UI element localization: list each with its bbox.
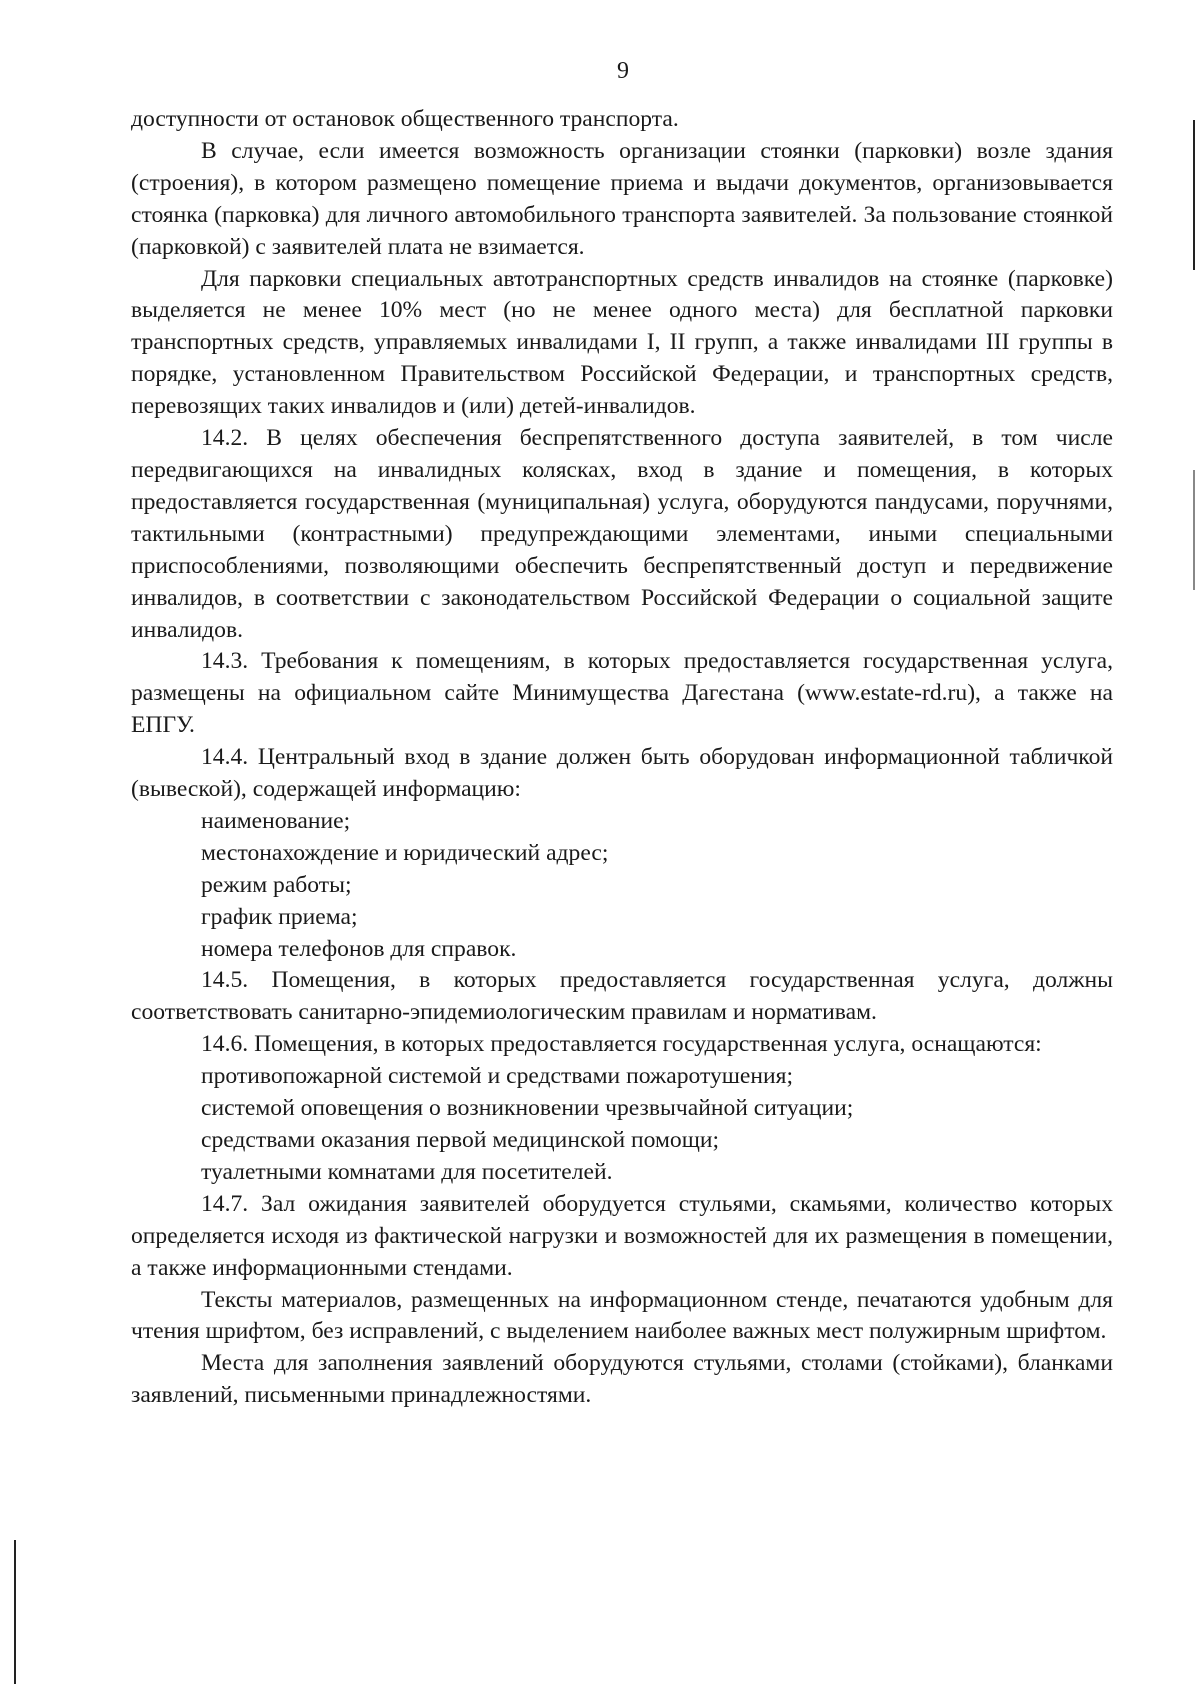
paragraph-14-4: 14.4. Центральный вход в здание должен быть оборудован информационной табличкой (вывеской), содержащей информацию: xyxy=(131,744,1113,803)
list-item: график приема; xyxy=(201,903,358,930)
paragraph-14-3: 14.3. Требования к помещениям, в которых предоставляется государственная услуга, размещены на официальном сайте Минимущества Дагестана (www.estate-rd.ru), а также на ЕПГУ. xyxy=(131,648,1113,739)
scan-edge-mark-right-lower xyxy=(1193,470,1195,590)
document-body xyxy=(131,104,1113,1412)
list-item: режим работы; xyxy=(201,871,352,898)
scan-edge-mark-right xyxy=(1193,120,1195,270)
paragraph-14-6: 14.6. Помещения, в которых предоставляется государственная услуга, оснащаются: xyxy=(201,1031,1042,1058)
list-item: наименование; xyxy=(201,807,351,834)
list-item: номера телефонов для справок. xyxy=(201,935,517,962)
paragraph-continuation: доступности от остановок общественного транспорта. xyxy=(131,106,679,132)
list-item: туалетными комнатами для посетителей. xyxy=(201,1158,613,1185)
paragraph-14-5: 14.5. Помещения, в которых предоставляется государственная услуга, должны соответствовать санитарно-эпидемиологическим правилам и нормативам. xyxy=(131,967,1113,1026)
paragraph-stand-texts: Тексты материалов, размещенных на информационном стенде, печатаются удобным для чтения шрифтом, без исправлений, с выделением наиболее важных мест полужирным шрифтом. xyxy=(131,1286,1113,1345)
list-item: местонахождение и юридический адрес; xyxy=(201,839,609,866)
list-item: средствами оказания первой медицинской помощи; xyxy=(201,1127,720,1153)
page-number: 9 xyxy=(617,58,629,84)
scan-edge-mark-left xyxy=(14,1540,16,1684)
paragraph-14-2: 14.2. В целях обеспечения беспрепятственного доступа заявителей, в том числе передвигающихся на инвалидных колясках, вход в здание и помещения, в которых предоставляется государственная (муниципальная) услуга, оборудуются пандусами, поручнями, тактильными (контрастными) предупреждающими элементами, иными специальными приспособлениями, позволяющими обеспечить беспрепятственный доступ и передвижение инвалидов, в соответствии с законодательством Российской Федерации о социальной защите инвалидов. xyxy=(131,425,1113,643)
paragraph-form-places: Места для заполнения заявлений оборудуются стульями, столами (стойками), бланками заявлений, письменными принадлежностями. xyxy=(131,1350,1113,1409)
paragraph-parking: В случае, если имеется возможность организации стоянки (парковки) возле здания (строения), в котором размещено помещение приема и выдачи документов, организовывается стоянка (парковка) для личного автомобильного транспорта заявителей. За пользование стоянкой (парковкой) с заявителей плата не взимается. xyxy=(131,137,1113,260)
paragraph-disabled-parking: Для парковки специальных автотранспортных средств инвалидов на стоянке (парковке) выделяется не менее 10% мест (но не менее одного места) для бесплатной парковки транспортных средств, управляемых инвалидами I, II групп, а также инвалидами III группы в порядке, установленном Правительством Российской Федерации, и транспортных средств, перевозящих таких инвалидов и (или) детей-инвалидов. xyxy=(131,265,1113,420)
paragraph-14-7: 14.7. Зал ожидания заявителей оборудуется стульями, скамьями, количество которых определяется исходя из фактической нагрузки и возможностей для их размещения в помещении, а также информационными стендами. xyxy=(131,1190,1113,1281)
list-item: системой оповещения о возникновении чрезвычайной ситуации; xyxy=(201,1095,854,1122)
list-item: противопожарной системой и средствами пожаротушения; xyxy=(201,1063,794,1090)
